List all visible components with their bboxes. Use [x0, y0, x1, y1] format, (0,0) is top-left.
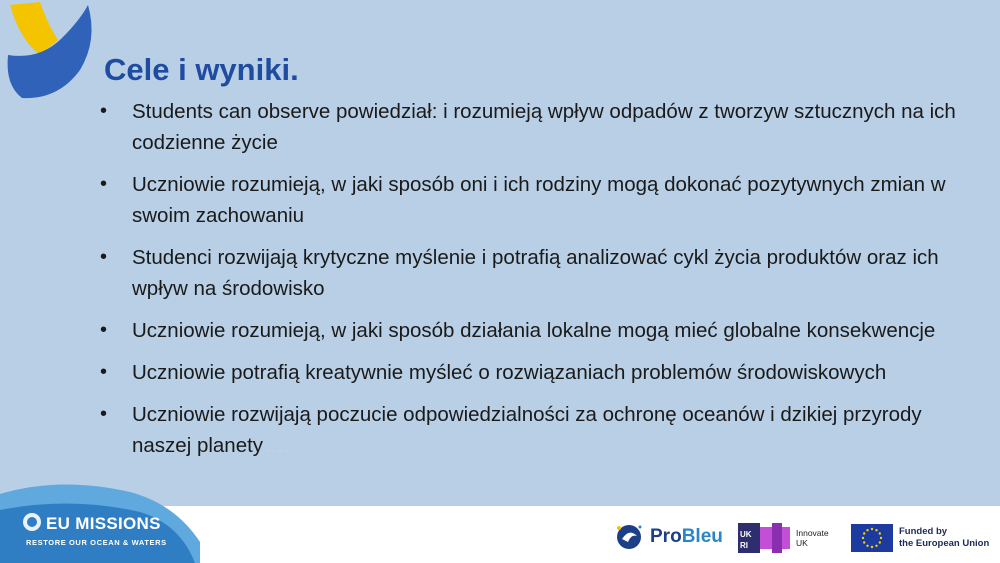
list-item [100, 315, 960, 346]
bullet-icon: • [100, 246, 108, 268]
innovate-line1: Innovate [796, 528, 829, 538]
bullet-icon: • [100, 100, 108, 122]
svg-text:RI: RI [740, 541, 748, 550]
slide-title: Cele i wyniki. [104, 52, 299, 87]
list-item [100, 242, 960, 304]
trailing-dots: …. [263, 434, 290, 457]
funded-line1: Funded by [899, 526, 948, 537]
bullet-text: Uczniowie rozwijają poczucie odpowiedzialności za ochronę oceanów i dzikiej przyrody naszej planety [132, 403, 922, 457]
list-item [100, 96, 960, 158]
ukri-icon [738, 523, 790, 553]
bullet-text: Uczniowie rozumieją, w jaki sposób działania lokalne mogą mieć globalne konsekwencje [132, 319, 936, 342]
probleu-logo [614, 522, 723, 552]
probleu-pro: Pro [650, 526, 682, 547]
list-item [100, 357, 960, 388]
list-item [100, 169, 960, 231]
list-item [100, 399, 960, 461]
eu-missions-subtitle: RESTORE OUR OCEAN & WATERS [26, 538, 167, 547]
bullet-icon: • [100, 403, 108, 425]
outcomes-list [100, 96, 960, 472]
eu-funding-logo [851, 524, 989, 552]
eu-flag-icon [851, 524, 893, 552]
innovate-uk-logo [738, 523, 829, 553]
bullet-icon: • [100, 173, 108, 195]
eu-missions-title: EU MISSIONS [46, 514, 161, 533]
bullet-icon: • [100, 319, 108, 341]
decorative-corner-logo [0, 0, 110, 105]
innovate-line2: UK [796, 538, 808, 548]
svg-text:UK: UK [740, 530, 752, 539]
bullet-text: Students can observe powiedział: i rozumieją wpływ odpadów z tworzyw sztucznych na ich codzienne życie [132, 100, 956, 154]
bullet-icon: • [100, 361, 108, 383]
funded-line2: the European Union [899, 538, 990, 549]
probleu-bleu: Bleu [681, 526, 723, 547]
bullet-text: Uczniowie potrafią kreatywnie myśleć o rozwiązaniach problemów środowiskowych [132, 361, 887, 384]
probleu-icon [614, 522, 644, 552]
bullet-text: Uczniowie rozumieją, w jaki sposób oni i ich rodziny mogą dokonać pozytywnych zmian w swoim zachowaniu [132, 173, 946, 227]
bullet-text: Studenci rozwijają krytyczne myślenie i potrafią analizować cykl życia produktów oraz ich wpływ na środowisko [132, 246, 939, 300]
